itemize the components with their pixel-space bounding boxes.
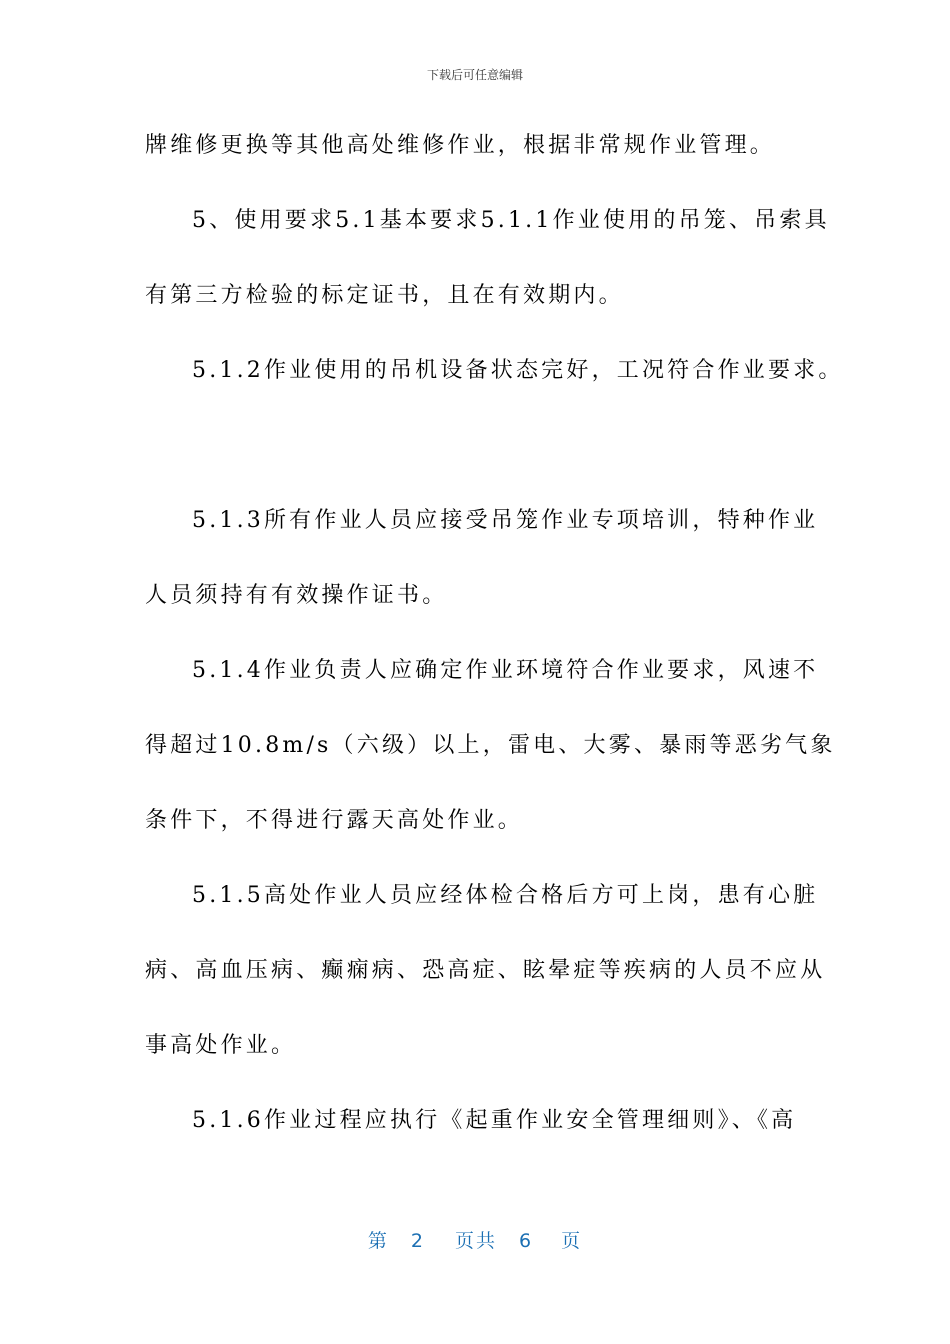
paragraph-line: 条件下，不得进行露天高处作业。 [145,808,524,833]
paragraph-line: 得超过10.8m/s（六级）以上，雷电、大雾、暴雨等恶劣气象 [145,733,836,758]
paragraph-line: 5.1.2作业使用的吊机设备状态完好，工况符合作业要求。 [192,358,844,383]
footer-middle: 页共 [454,1230,497,1252]
footer-suffix: 页 [561,1230,583,1252]
paragraph-line: 人员须持有有效操作证书。 [145,583,448,608]
paragraph-line: 5、使用要求5.1基本要求5.1.1作业使用的吊笼、吊索具 [192,208,830,233]
total-pages-number: 6 [519,1230,534,1252]
footer-prefix: 第 [367,1230,389,1252]
paragraph-line: 5.1.4作业负责人应确定作业环境符合作业要求，风速不 [192,658,819,683]
paragraph-line: 5.1.3所有作业人员应接受吊笼作业专项培训，特种作业 [192,508,819,533]
page-footer [0,1226,950,1253]
paragraph-line: 病、高血压病、癫痫病、恐高症、眩晕症等疾病的人员不应从 [145,958,826,983]
current-page-number: 2 [410,1230,425,1252]
header-note: 下载后可任意编辑 [426,68,523,82]
paragraph-line: 5.1.5高处作业人员应经体检合格后方可上岗，患有心脏 [192,883,819,908]
paragraph-line: 牌维修更换等其他高处维修作业，根据非常规作业管理。 [145,133,776,158]
paragraph-line: 5.1.6作业过程应执行《起重作业安全管理细则》、《高 [192,1108,797,1133]
document-body [145,128,844,1139]
paragraph-line: 事高处作业。 [145,1033,297,1058]
paragraph-line: 有第三方检验的标定证书，且在有效期内。 [145,283,624,308]
